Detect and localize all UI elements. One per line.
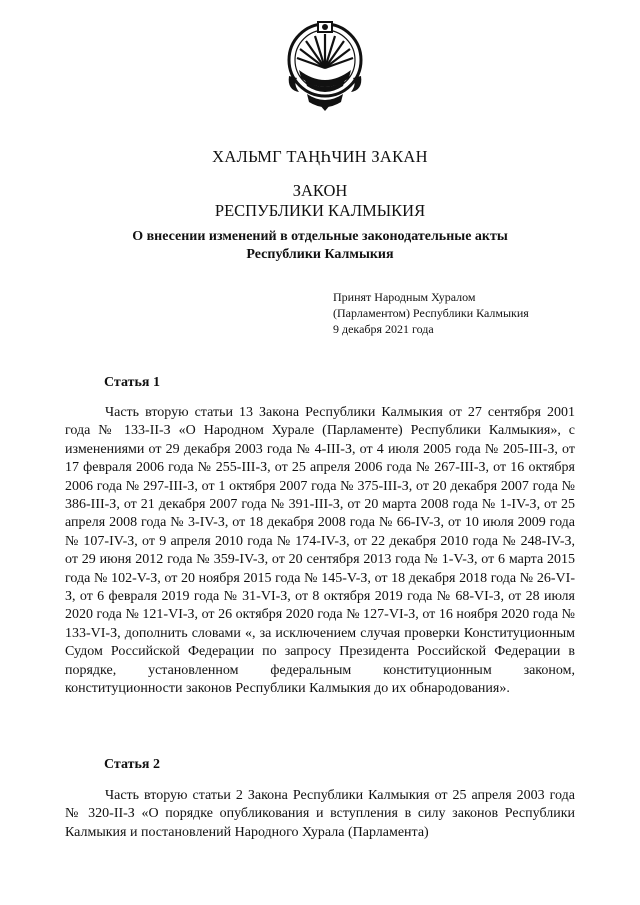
article-2-text: Часть вторую статьи 2 Закона Республики Калмыкия от 25 апреля 2003 года № 320-II-З «О порядке опубликования и вступления в силу законов Республики Калмыкия и постановлений Народного Хурала (Парламента) — [65, 788, 575, 840]
law-title — [0, 181, 640, 221]
law-subtitle — [0, 228, 640, 264]
article-1-heading: Статья 1 — [104, 375, 160, 390]
kalmykia-emblem-icon — [285, 20, 365, 112]
adoption-note — [333, 289, 529, 337]
law-title-line-1: ЗАКОН — [292, 181, 348, 200]
law-subtitle-line-1: О внесении изменений в отдельные законодательные акты — [132, 229, 508, 244]
adoption-note-line-1: Принят Народным Хуралом — [333, 290, 476, 304]
law-subtitle-line-2: Республики Калмыкия — [246, 247, 394, 262]
kalmyk-law-title: ХАЛЬМГ ТАҢҺЧИН ЗАКАН — [212, 147, 428, 166]
law-title-line-2: РЕСПУБЛИКИ КАЛМЫКИЯ — [214, 201, 426, 220]
article-1-text: Часть вторую статьи 13 Закона Республики Калмыкия от 27 сентября 2001 года № 133-II-З «О Народном Хурале (Парламенте) Республики Калмыкия», с изменениями от 29 декабря 2003 года № 4-III-З, от 4 июля 2005 года № 205-III-З, от 17 февраля 2006 года № 255-III-З, от 25 апреля 2006 года № 267-III-З, от 16 октября 2006 года № 297-III-З, от 1 октября 2007 года № 375-III-З, от 20 декабря 2007 года № 386-III-З, от 21 декабря 2007 года № 391-III-З, от 20 марта 2008 года № 1-IV-З, от 25 апреля 2008 года № 3-IV-З, от 18 декабря 2008 года № 66-IV-З, от 10 июля 2009 года № 107-IV-З, от 9 апреля 2010 года № 174-IV-З, от 22 декабря 2010 года № 248-IV-З, от 29 июня 2012 года № 359-IV-З, от 20 сентября 2013 года № 1-V-З, от 6 марта 2015 года № 102-V-З, от 20 ноября 2015 года № 145-V-З, от 18 декабря 2018 года № 26-VI-З, от 6 февраля 2019 года № 31-VI-З, от 8 октября 2019 года № 68-VI-З, от 28 июля 2020 года № 121-VI-З, от 26 октября 2020 года № 127-VI-З, от 16 ноября 2020 года № 133-VI-З, дополнить словами «, за исключением случая проверки Конституционным Судом Российской Федерации по запросу Президента Российской Федерации в порядке, установленном федеральным конституционным законом, конституционности законов Республики Калмыкия до их обнародования». — [65, 405, 575, 697]
adoption-note-line-2: (Парламентом) Республики Калмыкия — [333, 306, 529, 320]
adoption-date: 9 декабря 2021 года — [333, 322, 434, 336]
article-2-heading: Статья 2 — [104, 757, 160, 772]
